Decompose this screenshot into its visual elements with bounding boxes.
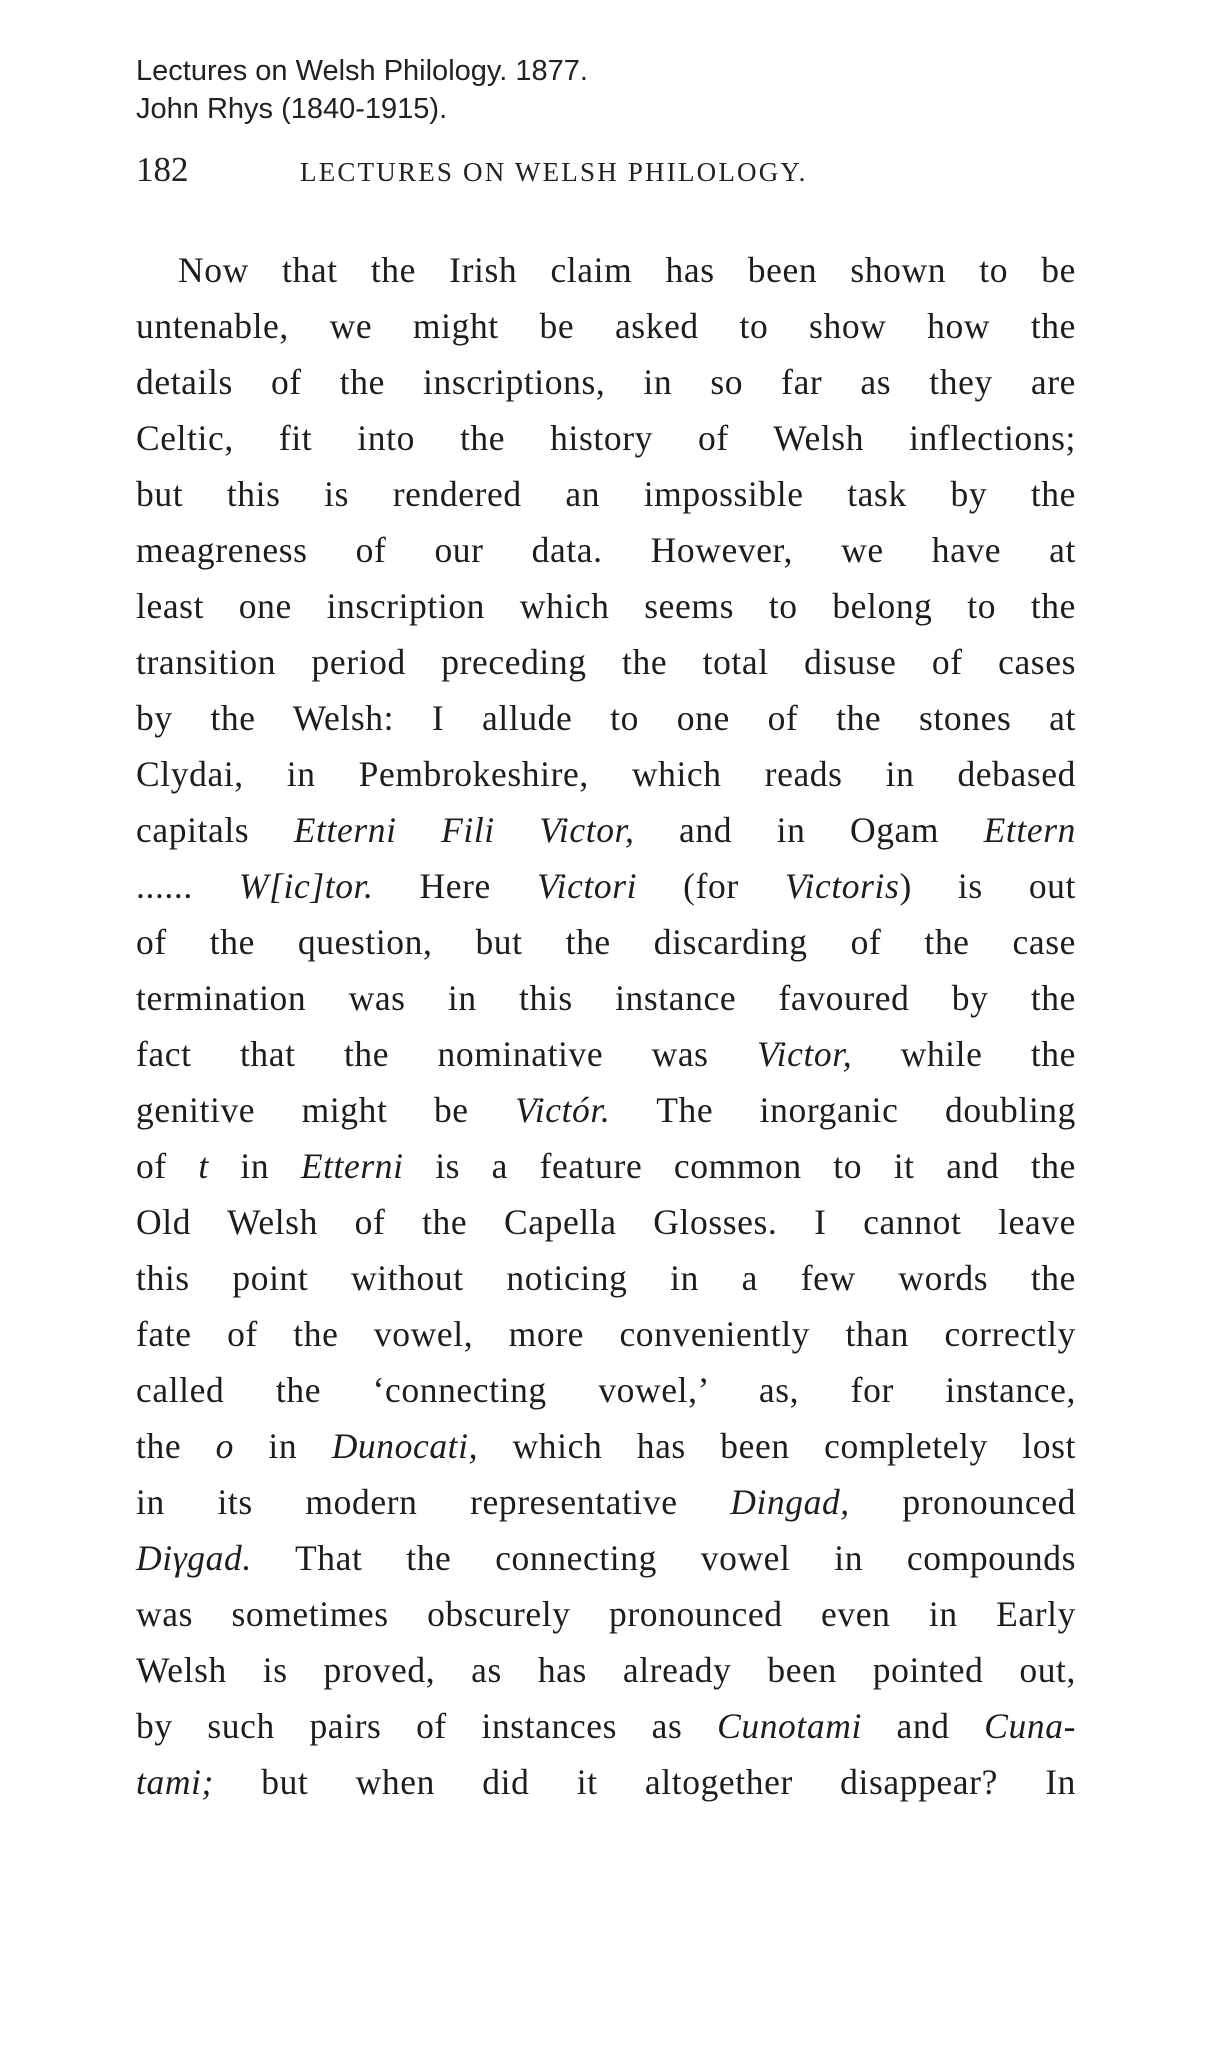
text-line (136, 1362, 1076, 1418)
text-segment: is a feature common to it and the (403, 1146, 1077, 1186)
text-segment: called the ‘connecting vowel,’ as, for instance, (136, 1370, 1076, 1410)
italic-text: Diγgad. (136, 1538, 252, 1578)
text-line (136, 354, 1076, 410)
source-title: Lectures on Welsh Philology. 1877. (136, 55, 588, 87)
text-line (136, 1586, 1076, 1642)
text-line (136, 1698, 1076, 1754)
text-segment: ) is out (899, 866, 1076, 906)
text-line (136, 1306, 1076, 1362)
text-line (136, 1530, 1076, 1586)
text-segment: of (136, 1146, 199, 1186)
italic-text: Victór. (515, 1090, 611, 1130)
source-note (136, 52, 588, 128)
italic-text: Victor, (756, 1034, 853, 1074)
text-segment: in (233, 1426, 332, 1466)
text-line (136, 1194, 1076, 1250)
italic-text: o (215, 1426, 234, 1466)
text-segment: fate of the vowel, more conveniently than correctly (136, 1314, 1076, 1354)
text-segment: details of the inscriptions, in so far as they are (136, 362, 1076, 402)
text-line (136, 634, 1076, 690)
page-number: 182 (136, 150, 189, 189)
italic-text: Victori (536, 866, 638, 906)
text-segment: in (208, 1146, 301, 1186)
text-line (136, 410, 1076, 466)
text-segment: untenable, we might be asked to show how the (136, 306, 1076, 346)
text-segment: Celtic, fit into the history of Welsh inflections; (136, 418, 1076, 458)
text-segment: Here (373, 866, 537, 906)
source-author: John Rhys (1840-1915). (136, 93, 448, 125)
italic-text: Etterni (300, 1146, 404, 1186)
text-segment: was sometimes obscurely pronounced even in Early (136, 1594, 1076, 1634)
italic-text: Cunotami (717, 1706, 862, 1746)
text-segment: genitive might be (136, 1090, 516, 1130)
text-line (136, 746, 1076, 802)
text-line (136, 1642, 1076, 1698)
text-segment: transition period preceding the total disuse of cases (136, 642, 1076, 682)
text-segment: Now that the Irish claim has been shown to be (178, 250, 1076, 290)
text-segment: the (136, 1426, 216, 1466)
text-line (136, 1754, 1076, 1810)
text-segment: (for (637, 866, 785, 906)
text-segment: and in Ogam (634, 810, 984, 850)
text-line (136, 858, 1076, 914)
text-segment: of the question, but the discarding of the case (136, 922, 1076, 962)
text-segment: termination was in this instance favoured by the (136, 978, 1076, 1018)
text-segment: Clydai, in Pembrokeshire, which reads in debased (136, 754, 1076, 794)
text-segment: by the Welsh: I allude to one of the stones at (136, 698, 1076, 738)
italic-text: tami; (136, 1762, 214, 1802)
text-segment: Welsh is proved, as has already been pointed out, (136, 1650, 1076, 1690)
text-segment: capitals (136, 810, 294, 850)
text-segment: least one inscription which seems to belong to the (136, 586, 1076, 626)
text-line (136, 242, 1076, 298)
text-segment: in its modern representative (136, 1482, 731, 1522)
text-line (136, 690, 1076, 746)
text-line (136, 1138, 1076, 1194)
running-title: LECTURES ON WELSH PHILOLOGY. (300, 157, 808, 187)
text-line (136, 466, 1076, 522)
text-segment: and (861, 1706, 985, 1746)
text-segment: by such pairs of instances as (136, 1706, 718, 1746)
text-segment: this point without noticing in a few words the (136, 1258, 1076, 1298)
running-head (136, 148, 1076, 192)
italic-text: Dingad, (730, 1482, 850, 1522)
text-segment: meagreness of our data. However, we have at (136, 530, 1076, 570)
italic-text: Etterni Fili Victor, (293, 810, 635, 850)
italic-text: Cuna- (984, 1706, 1076, 1746)
text-line (136, 1082, 1076, 1138)
text-line (136, 970, 1076, 1026)
text-line (136, 1474, 1076, 1530)
text-segment: fact that the nominative was (136, 1034, 757, 1074)
text-segment: Old Welsh of the Capella Glosses. I cannot leave (136, 1202, 1076, 1242)
text-segment: pronounced (849, 1482, 1076, 1522)
text-line (136, 298, 1076, 354)
text-line (136, 802, 1076, 858)
text-segment: That the connecting vowel in compounds (251, 1538, 1076, 1578)
text-line (136, 1026, 1076, 1082)
italic-text: Dunocati, (331, 1426, 479, 1466)
text-segment: while the (852, 1034, 1076, 1074)
text-line (136, 522, 1076, 578)
italic-text: t (198, 1146, 209, 1186)
italic-text: Victoris (784, 866, 900, 906)
text-line (136, 1418, 1076, 1474)
italic-text: W[ic]tor. (238, 866, 374, 906)
text-segment: The inorganic doubling (610, 1090, 1076, 1130)
text-segment: but this is rendered an impossible task by the (136, 474, 1076, 514)
text-line (136, 1250, 1076, 1306)
text-segment: ...... (136, 866, 239, 906)
text-segment: but when did it altogether disappear? In (213, 1762, 1076, 1802)
text-line (136, 578, 1076, 634)
italic-text: Ettern (983, 810, 1076, 850)
body-text (136, 242, 1076, 1810)
text-segment: which has been completely lost (478, 1426, 1076, 1466)
text-line (136, 914, 1076, 970)
